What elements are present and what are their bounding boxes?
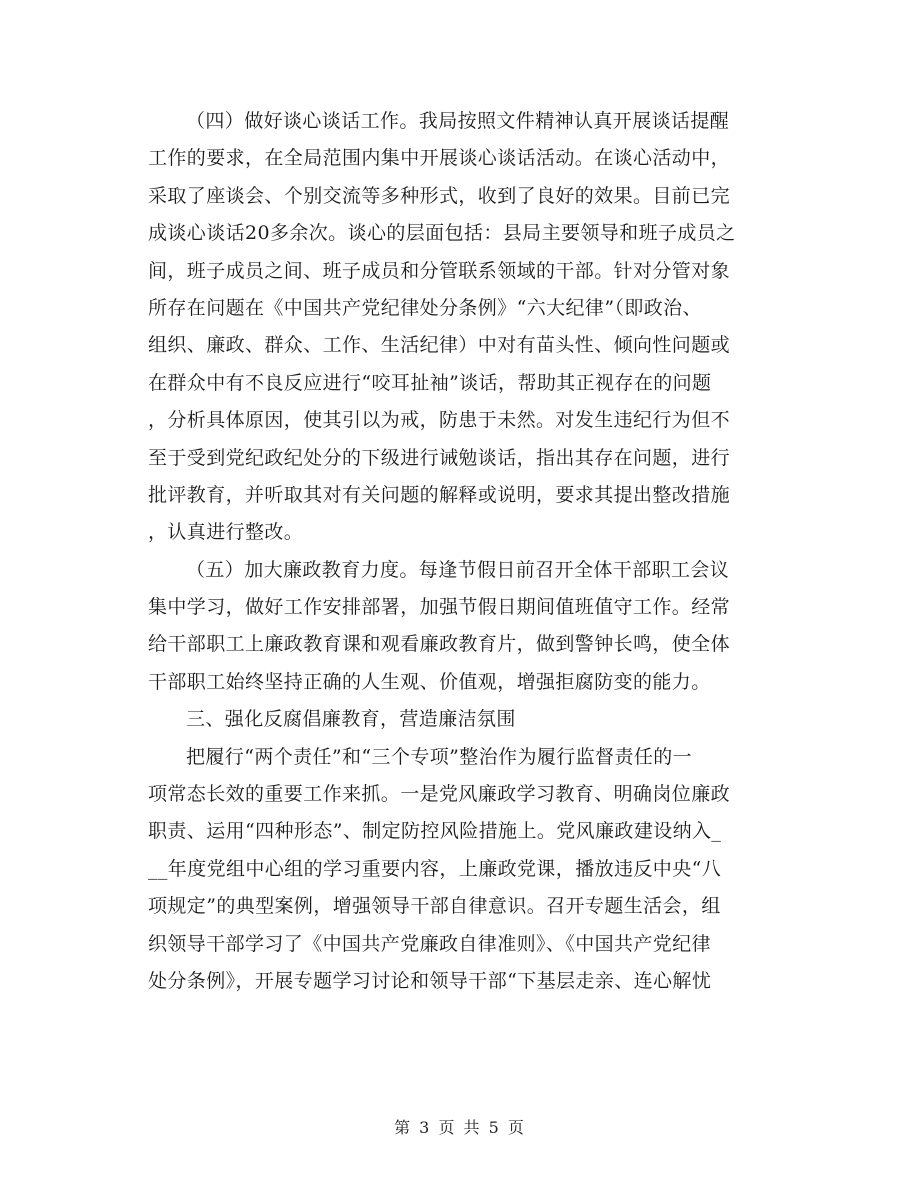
text-line: 至于受到党纪政纪处分的下级进行诫勉谈话，指出其存在问题，进行: [148, 446, 731, 469]
text-line: 采取了座谈会、个别交流等多种形式，收到了良好的效果。目前已完: [148, 184, 731, 207]
text-line: 把履行“两个责任”和“三个专项”整治作为履行监督责任的一: [186, 745, 693, 768]
body-text: [148, 103, 772, 1000]
text-line: 所存在问题在《中国共产党纪律处分条例》“六大纪律”（即政治、: [148, 296, 702, 319]
text-line: 批评教育，并听取其对有关问题的解释或说明，要求其提出整改措施: [148, 483, 731, 506]
text-line: 成谈心谈话20多余次。谈心的层面包括：县局主要领导和班子成员之: [148, 222, 736, 245]
section-heading: 三、强化反腐倡廉教育，营造廉洁氛围: [186, 708, 516, 731]
text-line: 在群众中有不良反应进行“咬耳扯袖”谈话，帮助其正视存在的问题: [148, 371, 712, 394]
text-line: 组织、廉政、群众、工作、生活纪律）中对有苗头性、倾向性问题或: [148, 334, 731, 357]
page-number-footer: 第 3 页 共 5 页: [394, 1118, 526, 1137]
text-line: 集中学习，做好工作安排部署，加强节假日期间值班值守工作。经常: [148, 596, 731, 619]
text-line: 给干部职工上廉政教育课和观看廉政教育片，做到警钟长鸣，使全体: [148, 633, 731, 656]
text-line: 织领导干部学习了《中国共产党廉政自律准则》、《中国共产党纪律: [148, 932, 712, 955]
text-line: 间，班子成员之间、班子成员和分管联系领域的干部。针对分管对象: [148, 259, 731, 282]
text-line: __年度党组中心组的学习重要内容，上廉政党课，播放违反中央“八: [148, 857, 722, 880]
text-line: ，分析具体原因，使其引以为戒，防患于未然。对发生违纪行为但不: [148, 409, 731, 432]
text-line: 干部职工始终坚持正确的人生观、价值观，增强拒腐防变的能力。: [148, 670, 711, 693]
text-line: 职责、运用“四种形态”、制定防控风险措施上。党风廉政建设纳入_: [148, 820, 722, 843]
text-line: 工作的要求，在全局范围内集中开展谈心谈话活动。在谈心活动中，: [148, 147, 731, 170]
text-line: （五）加大廉政教育力度。每逢节假日前召开全体干部职工会议: [186, 558, 730, 581]
text-line: ，认真进行整改。: [148, 521, 304, 544]
text-line: 项常态长效的重要工作来抓。一是党风廉政学习教育、明确岗位廉政: [148, 783, 731, 806]
text-line: 处分条例》，开展专题学习讨论和领导干部“下基层走亲、连心解忧: [148, 969, 712, 992]
text-line: 项规定”的典型案例，增强领导干部自律意识。召开专题生活会，组: [148, 895, 721, 918]
text-line: （四）做好谈心谈话工作。我局按照文件精神认真开展谈话提醒: [186, 110, 730, 132]
